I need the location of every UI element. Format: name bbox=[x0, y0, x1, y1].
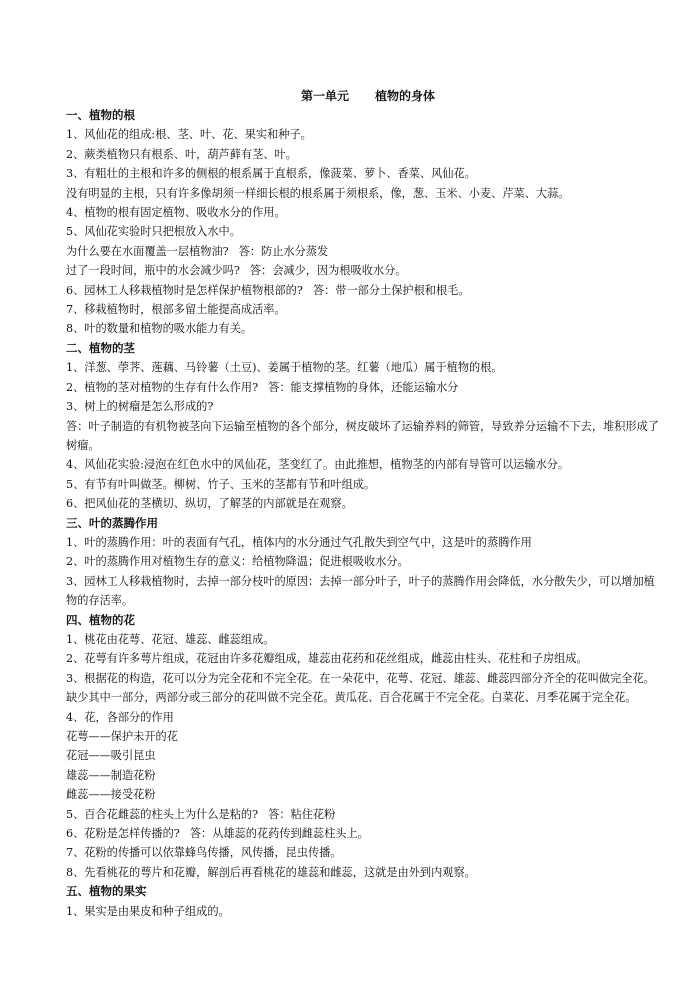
text-line: 4、植物的根有固定植物、吸收水分的作用。 bbox=[66, 206, 286, 220]
unit-name: 植物的身体 bbox=[375, 89, 436, 103]
text-line: 5、风仙花实验时只把根放入水中。 bbox=[66, 225, 241, 239]
page-title bbox=[66, 88, 660, 104]
answer: 答：会减少，因为根吸收水分。 bbox=[249, 264, 407, 278]
text-line: 7、花粉的传播可以依靠蜂鸟传播，风传播，昆虫传播。 bbox=[66, 846, 342, 860]
qa-line bbox=[66, 281, 660, 300]
section-heading-stem: 二、植物的茎 bbox=[66, 340, 135, 355]
question: 为什么要在水面覆盖一层植物油? bbox=[66, 244, 229, 258]
answer: 答：带一部分土保护根和根毛。 bbox=[312, 283, 470, 297]
qa-line bbox=[66, 824, 660, 843]
text-paragraph: 3、根据花的构造，花可以分为完全花和不完全花。在一朵花中，花萼、花冠、雄蕊、雌蕊四部分齐全的花叫做完全花。缺少其中一部分，两部分或三部分的花叫做不完全花。黄瓜花、百合花属于不完全花。白菜花、月季花属于完全花。 bbox=[66, 671, 655, 705]
answer: 答：粘住花粉 bbox=[268, 807, 336, 821]
text-line: 花萼——保护未开的花 bbox=[66, 730, 178, 743]
question: 6、花粉是怎样传播的? bbox=[66, 827, 180, 841]
text-line: 2、叶的蒸腾作用对植物生存的意义：给植物降温；促进根吸收水分。 bbox=[66, 555, 409, 569]
text-line: 没有明显的主根，只有许多像胡须一样细长根的根系属于须根系，像，葱、玉米、小麦、芹菜、大蒜。 bbox=[66, 186, 570, 200]
section-heading-roots: 一、植物的根 bbox=[66, 108, 135, 122]
text-line: 1、桃花由花萼、花冠、雄蕊、雌蕊组成。 bbox=[66, 632, 275, 646]
answer: 答：从雄蕊的花药传到雌蕊柱头上。 bbox=[189, 827, 369, 841]
text-line: 1、洋葱、荸荠、莲藕、马铃薯（土豆)、姜属于植物的茎。红薯（地瓜）属于植物的根。 bbox=[66, 361, 503, 375]
qa-line bbox=[66, 805, 660, 824]
text-line: 雌蕊——接受花粉 bbox=[66, 788, 156, 802]
text-line: 6、把风仙花的茎横切、纵切，了解茎的内部就是在观察。 bbox=[66, 497, 353, 511]
text-line: 8、先看桃花的萼片和花瓣，解剖后再看桃花的雄蕊和雌蕊，这就是由外到内观察。 bbox=[66, 865, 476, 879]
text-line: 5、有节有叶叫做茎。柳树、竹子、玉米的茎都有节和叶组成。 bbox=[66, 477, 376, 491]
qa-line bbox=[66, 261, 660, 280]
question: 6、园林工人移栽植物时是怎样保护植物根部的? bbox=[66, 283, 303, 297]
text-line: 7、移栽植物时，根部多留土能提高成活率。 bbox=[66, 303, 286, 317]
question: 5、百合花雌蕊的柱头上为什么是粘的? bbox=[66, 807, 259, 821]
section-heading-flower: 四、植物的花 bbox=[66, 612, 135, 627]
question: 过了一段时间，瓶中的水会减少吗? bbox=[66, 264, 240, 278]
text-paragraph: 答：叶子制造的有机物被茎向下运输至植物的各个部分，树皮破坏了运输养料的筛管，导致养分运输不下去，堆积形成了树瘤。 bbox=[66, 419, 659, 452]
answer: 答：防止水分蒸发 bbox=[238, 244, 329, 258]
text-line: 4、风仙花实验:浸泡在红色水中的风仙花，茎变红了。由此推想，植物茎的内部有导管可以运输水分。 bbox=[66, 458, 570, 472]
text-line: 3、有粗壮的主根和许多的侧根的根系属于直根系，像菠菜、萝卜、香菜、风仙花。 bbox=[66, 167, 476, 181]
section-heading-fruit: 五、植物的果实 bbox=[66, 884, 147, 899]
unit-label: 第一单元 bbox=[300, 89, 349, 103]
question: 2、植物的茎对植物的生存有什么作用? bbox=[66, 380, 259, 394]
text-line: 4、花，各部分的作用 bbox=[66, 710, 174, 724]
text-line: 1、果实是由果皮和种子组成的。 bbox=[66, 904, 230, 918]
qa-line bbox=[66, 242, 660, 261]
text-line: 2、花萼有许多萼片组成，花冠由许多花瓣组成，雄蕊由花药和花丝组成，雌蕊由柱头、花柱和子房组成。 bbox=[66, 652, 588, 666]
text-line: 雄蕊——制造花粉 bbox=[66, 768, 156, 782]
text-line: 花冠——吸引昆虫 bbox=[66, 749, 156, 763]
text-line: 1、叶的蒸腾作用：叶的表面有气孔，植体内的水分通过气孔散失到空气中，这是叶的蒸腾作用 bbox=[66, 535, 532, 549]
qa-line bbox=[66, 378, 660, 397]
text-line: 8、叶的数量和植物的吸水能力有关。 bbox=[66, 322, 253, 336]
text-line: 1、风仙花的组成:根、茎、叶、花、果实和种子。 bbox=[66, 128, 312, 142]
text-line: 2、蕨类植物只有根系、叶，葫芦藓有茎、叶。 bbox=[66, 147, 297, 161]
answer: 答：能支撑植物的身体，还能运输水分 bbox=[268, 380, 459, 394]
section-heading-transpiration: 三、叶的蒸腾作用 bbox=[66, 515, 158, 530]
text-line: 3、树上的树瘤是怎么形成的? bbox=[66, 400, 214, 414]
text-paragraph: 3、园林工人移栽植物时，去掉一部分枝叶的原因：去掉一部分叶子，叶子的蒸腾作用会降低，水分散失少，可以增加植物的存活率。 bbox=[66, 574, 655, 608]
